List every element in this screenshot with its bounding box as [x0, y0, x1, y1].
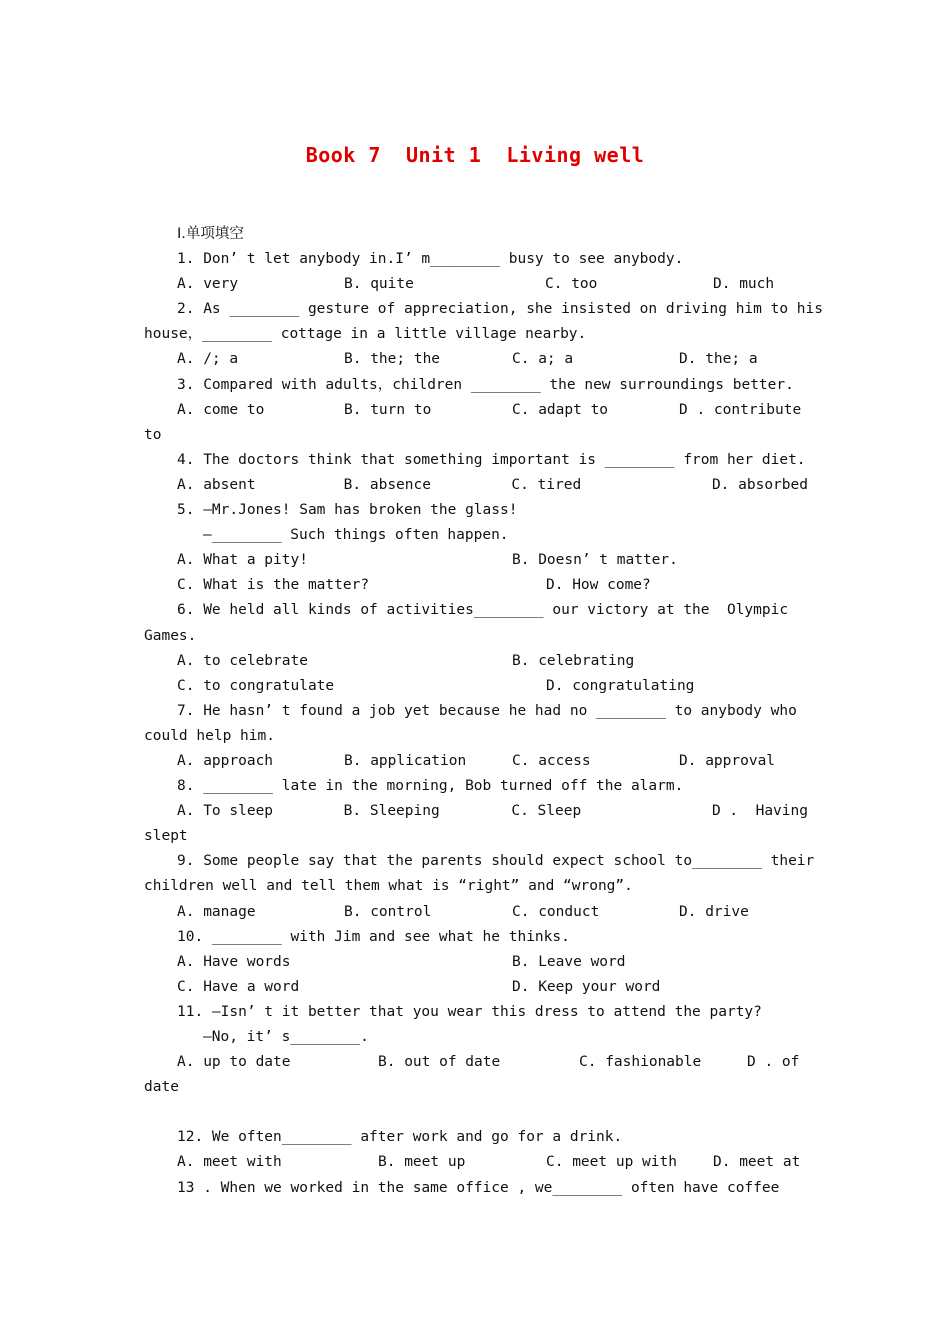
- option: A. meet with: [177, 1154, 282, 1171]
- option: D . contribute: [679, 401, 802, 418]
- option: D. the; a: [679, 351, 758, 368]
- question-options: [144, 398, 808, 423]
- option: D. Keep your word: [512, 978, 661, 995]
- option: B. out of date: [378, 1054, 501, 1071]
- question-stem-cont: —No, it’ s________.: [203, 1029, 369, 1045]
- question-stem: 12. We often________ after work and go for a drink.: [177, 1129, 623, 1146]
- option: A. come to: [177, 401, 265, 418]
- option: D. absorbed: [711, 476, 808, 493]
- option: A. approach: [177, 752, 274, 769]
- question-options: [144, 649, 808, 674]
- exercise-body: [144, 222, 824, 1201]
- question-stem: 1. Don’ t let anybody in.I’ m________ busy to see anybody.: [177, 251, 684, 268]
- option: D. drive: [679, 903, 749, 920]
- question-stem-cont: children well and tell them what is “right” and “wrong”.: [144, 878, 633, 895]
- question-options: [144, 900, 808, 925]
- question-options: [144, 674, 808, 699]
- option: C. Have a word: [177, 978, 300, 995]
- page-title: Book 7 Unit 1 Living well: [305, 143, 645, 167]
- option: B. the; the: [344, 351, 441, 368]
- option-wrap: slept: [144, 828, 188, 845]
- option: B. Sleeping: [343, 803, 440, 820]
- question-options: [144, 1050, 808, 1075]
- question-options: [144, 548, 808, 573]
- option: B. Doesn’ t matter.: [512, 552, 678, 569]
- question-stem: 7. He hasn’ t found a job yet because he had no ________ to anybody who: [177, 702, 797, 719]
- question-stem-cont: —________ Such things often happen.: [203, 527, 509, 544]
- option: A. to celebrate: [177, 652, 308, 669]
- option: B. absence: [343, 476, 431, 493]
- option: A. What a pity!: [177, 552, 308, 569]
- option: C. to congratulate: [177, 677, 335, 694]
- option: D. approval: [679, 752, 776, 769]
- option: A. up to date: [177, 1054, 291, 1071]
- question-options: [144, 347, 808, 372]
- option: D. much: [713, 276, 775, 293]
- option: B. application: [344, 752, 467, 769]
- option-wrap: date: [144, 1079, 179, 1096]
- option: B. meet up: [378, 1154, 466, 1171]
- question-stem-cont: Games.: [144, 627, 197, 644]
- spacer: [144, 1100, 808, 1125]
- option: C. fashionable: [579, 1054, 702, 1071]
- option: A. absent: [177, 476, 256, 493]
- option: A. Have words: [177, 953, 291, 970]
- option: A. very: [177, 276, 239, 293]
- question-options: [144, 975, 808, 1000]
- option: D . of: [747, 1054, 800, 1071]
- option: A. manage: [177, 903, 256, 920]
- question-options: [144, 272, 808, 297]
- option: C. Sleep: [511, 803, 582, 820]
- option: C. access: [512, 752, 591, 769]
- question-options: [144, 799, 808, 824]
- question-options: [144, 950, 808, 975]
- option: C. too: [545, 276, 598, 293]
- option: B. Leave word: [512, 953, 626, 970]
- question-stem-cont: could help him.: [144, 727, 275, 744]
- option: D. How come?: [546, 577, 651, 594]
- option: C. adapt to: [512, 401, 609, 418]
- option: D. congratulating: [546, 677, 695, 694]
- question-options: [144, 749, 808, 774]
- option: C. tired: [511, 476, 582, 493]
- stem-text: 2. As ________ gesture of appreciation, she insisted on driving him to his: [177, 301, 824, 318]
- option: D . Having: [711, 803, 808, 820]
- option: C. conduct: [512, 903, 600, 920]
- question-stem: 9. Some people say that the parents should expect school to________ their: [177, 853, 815, 870]
- option: C. What is the matter?: [177, 577, 370, 594]
- question-stem: [144, 297, 824, 322]
- option: B. control: [344, 903, 432, 920]
- question-options: [144, 1150, 808, 1175]
- option: C. a; a: [512, 351, 574, 368]
- question-stem: 10. ________ with Jim and see what he thinks.: [177, 928, 570, 945]
- option: C. meet up with: [546, 1154, 677, 1171]
- question-stem: 6. We held all kinds of activities________ our victory at the Olympic: [177, 602, 789, 619]
- option: A. /; a: [177, 351, 239, 368]
- option: B. celebrating: [512, 652, 635, 669]
- section-heading: Ⅰ.单项填空: [177, 226, 244, 242]
- question-stem: 13 . When we worked in the same office , we________ often have coffee: [177, 1179, 780, 1196]
- option: A. To sleep: [177, 803, 274, 820]
- question-stem: 8. ________ late in the morning, Bob turned off the alarm.: [177, 778, 684, 795]
- option: B. turn to: [344, 401, 432, 418]
- question-stem: 11. —Isn’ t it better that you wear this dress to attend the party?: [177, 1003, 762, 1020]
- option: D. meet at: [713, 1154, 801, 1171]
- question-stem: 4. The doctors think that something important is ________ from her diet.: [177, 451, 806, 468]
- question-stem: 5. —Mr.Jones! Sam has broken the glass!: [177, 502, 518, 519]
- question-stem-cont: house，________ cottage in a little village nearby.: [144, 326, 587, 343]
- option-wrap: to: [144, 426, 162, 443]
- question-options: [144, 573, 808, 598]
- option: B. quite: [344, 276, 414, 293]
- question-options: [144, 473, 808, 498]
- question-stem: 3. Compared with adults，children ________ the new surroundings better.: [177, 376, 794, 393]
